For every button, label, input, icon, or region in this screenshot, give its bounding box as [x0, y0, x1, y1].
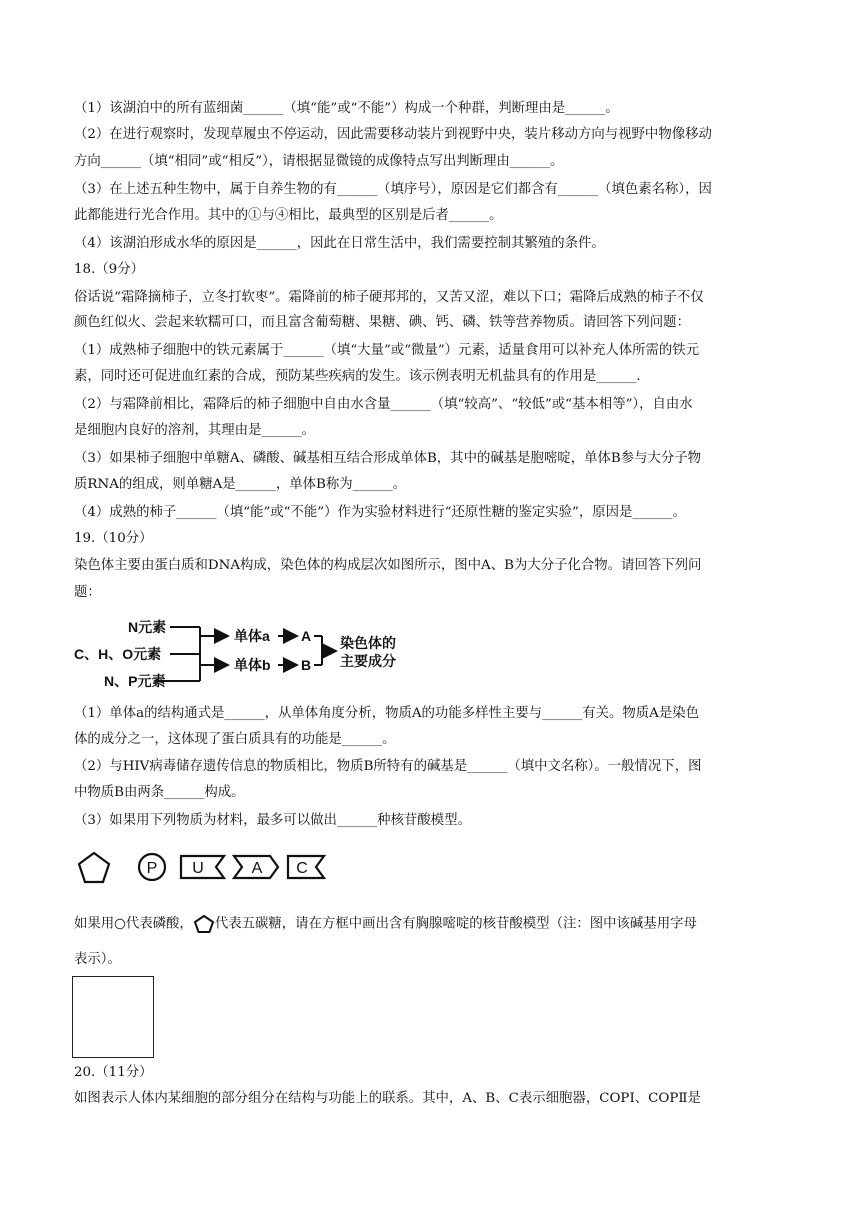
label-substance-a: A: [301, 628, 312, 644]
label-n-element: N元素: [128, 619, 167, 635]
phosphate-label: P: [146, 860, 158, 877]
base-u-label: U: [192, 860, 204, 877]
q20-heading: 20.（11分）: [74, 1065, 153, 1080]
base-c-label: C: [296, 860, 308, 877]
q19-1-line1: （1）单体a的结构通式是______，从单体角度分析，物质A的功能多样性主要与______有关。物质A是染色: [74, 706, 700, 721]
label-np-element: N、P元素: [104, 673, 166, 689]
model-instruction-part1: 如果用○代表磷酸，: [74, 916, 193, 932]
label-output-line2: 主要成分: [340, 653, 396, 669]
q17-4-line1: （4）该湖泊形成水华的原因是______，因此在日常生活中，我们需要控制其繁殖的条件。: [74, 236, 605, 251]
q19-model-instruction-end: 表示）。: [74, 952, 121, 967]
base-a-label: A: [251, 860, 263, 877]
q18-heading: 18.（9分）: [74, 262, 144, 277]
pentagon-inline-icon: [193, 914, 215, 934]
label-monomer-a: 单体a: [234, 628, 270, 644]
q17-1-line1: （1）该湖泊中的所有蓝细菌______（填“能”或“不能”）构成一个种群，判断理由是______。: [74, 101, 619, 116]
label-output-line1: 染色体的: [340, 635, 396, 651]
q19-2-line2: 中物质B由两条______构成。: [74, 785, 245, 800]
label-monomer-b: 单体b: [234, 657, 271, 673]
model-instruction-part2: 代表五碳糖，请在方框中画出含有胸腺嘧啶的核苷酸模型（注：图中该碱基用字母: [214, 916, 697, 932]
q18-1-line2: 素，同时还可促进血红素的合成，预防某些疾病的发生。该示例表明无机盐具有的作用是______.: [74, 369, 641, 384]
q17-2-line2: 方向______（填“相同”或“相反”），请根据显微镜的成像特点写出判断理由______。: [74, 154, 564, 169]
nucleotide-parts-diagram: [74, 846, 334, 896]
q19-intro-line1: 染色体主要由蛋白质和DNA构成，染色体的构成层次如图所示，图中A、B为大分子化合物。请回答下列问: [74, 558, 702, 573]
q20-intro-line1: 如图表示人体内某细胞的部分组分在结构与功能上的联系。其中，A、B、C表示细胞器，COPⅠ、COPⅡ是: [74, 1091, 701, 1106]
pentose-pentagon-icon: [79, 853, 109, 882]
q18-intro-line2: 颜色红似火、尝起来软糯可口，而且富含葡萄糖、果糖、碘、钙、磷、铁等营养物质。请回答下列问题：: [74, 315, 690, 330]
label-cho-element: C、H、O元素: [74, 646, 162, 662]
q19-intro-line2: 题：: [74, 585, 101, 600]
answer-drawing-box[interactable]: [72, 976, 154, 1058]
q18-intro-line1: 俗话说“霜降摘柿子，立冬打软枣”。霜降前的柿子硬邦邦的，又苦又涩，难以下口；霜降后成熟的柿子不仅: [74, 290, 704, 305]
q18-2-line2: 是细胞内良好的溶剂，其理由是______。: [74, 423, 316, 438]
q17-3-line1: （3）在上述五种生物中，属于自养生物的有______（填序号），原因是它们都含有______（填色素名称），因: [74, 182, 712, 197]
q18-3-line2: 质RNA的组成，则单糖A是______，单体B称为______。: [74, 477, 407, 492]
q19-heading: 19.（10分）: [74, 531, 153, 546]
q19-1-line2: 体的成分之一，这体现了蛋白质具有的功能是______。: [74, 732, 396, 747]
q17-3-line2: 此都能进行光合作用。其中的①与④相比，最典型的区别是后者______。: [74, 208, 503, 223]
q18-1-line1: （1）成熟柿子细胞中的铁元素属于______（填“大量”或“微量”）元素，适量食用可以补充人体所需的铁元: [74, 343, 700, 358]
q19-2-line1: （2）与HIV病毒储存遗传信息的物质相比，物质B所特有的碱基是______（填中文名称）。一般情况下，图: [74, 759, 702, 774]
chromosome-composition-diagram: [74, 614, 434, 692]
q17-2-line1: （2）在进行观察时，发现草履虫不停运动，因此需要移动装片到视野中央，装片移动方向与视野中物像移动: [74, 127, 712, 142]
q18-4-line1: （4）成熟的柿子______（填“能”或“不能”）作为实验材料进行“还原性糖的鉴定实验”，原因是______。: [74, 505, 686, 520]
label-substance-b: B: [301, 657, 312, 673]
q19-model-instruction: [74, 914, 800, 934]
q18-3-line1: （3）如果柿子细胞中单糖A、磷酸、碱基相互结合形成单体B，其中的碱基是胞嘧啶，单体B参与大分子物: [74, 451, 702, 466]
q19-3-line1: （3）如果用下列物质为材料，最多可以做出______种核苷酸模型。: [74, 813, 471, 828]
q18-2-line1: （2）与霜降前相比，霜降后的柿子细胞中自由水含量______（填“较高”、“较低”或“基本相等”），自由水: [74, 397, 693, 412]
